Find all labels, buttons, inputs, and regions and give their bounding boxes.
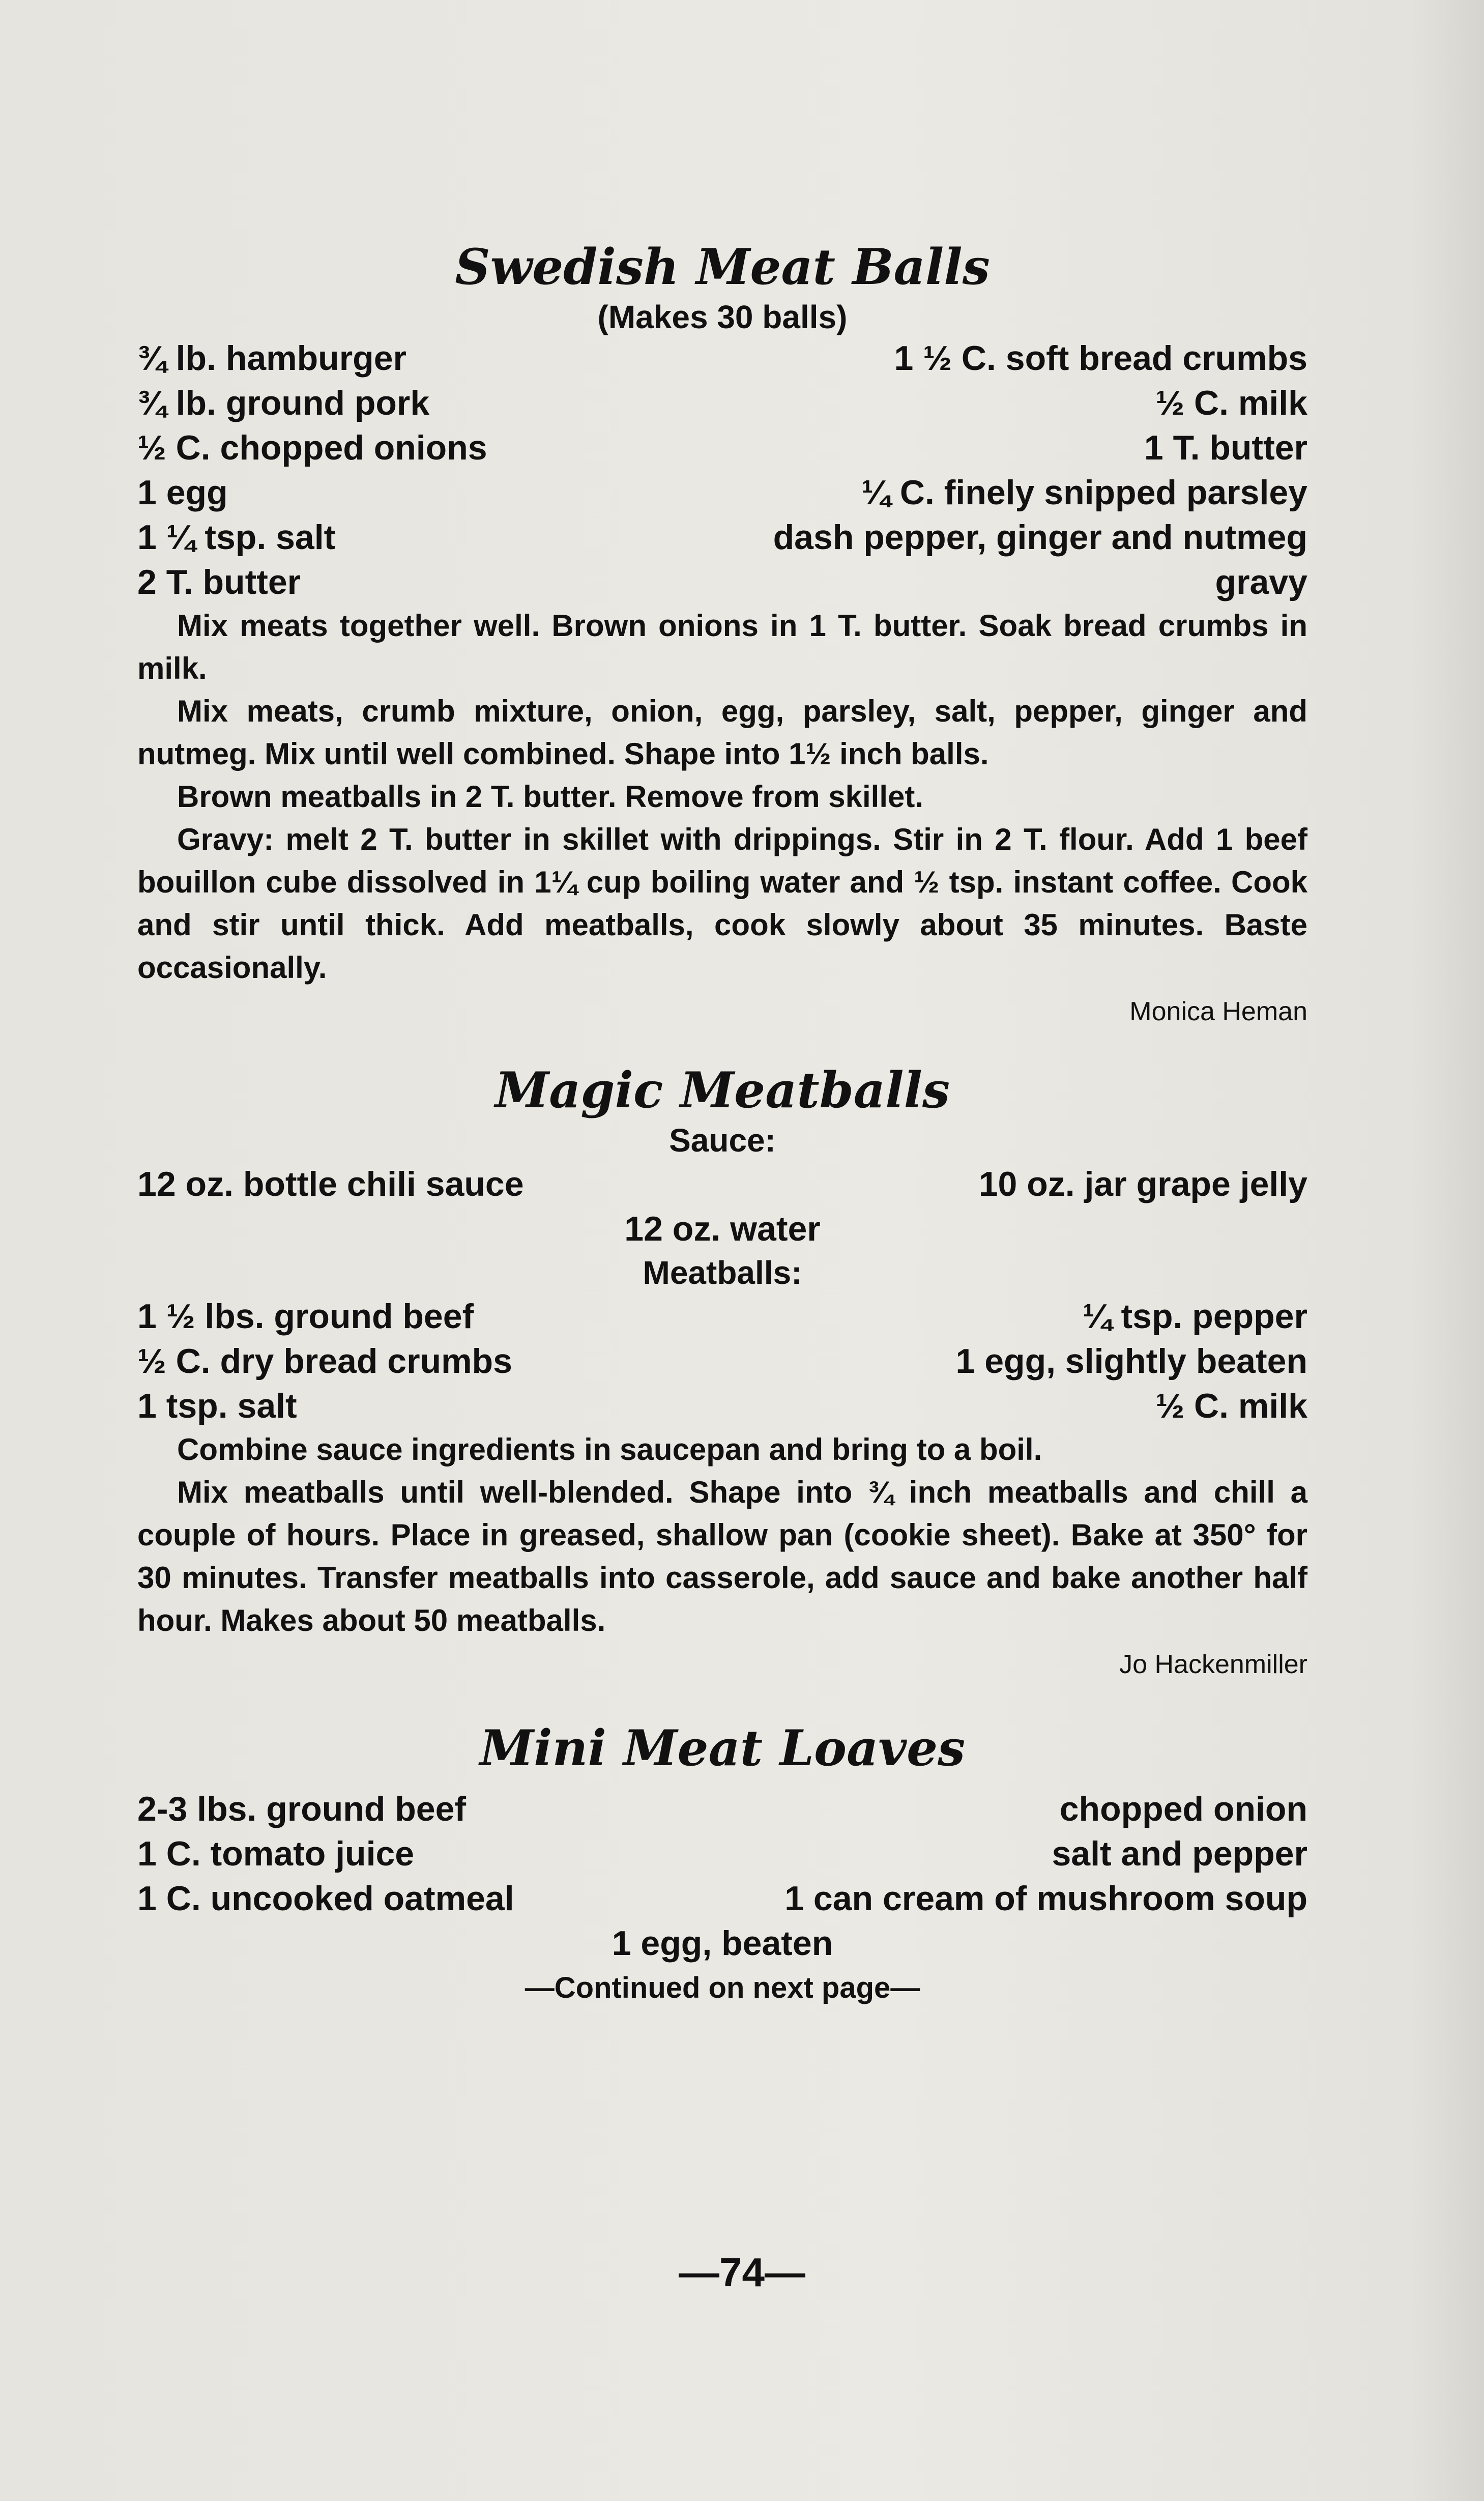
ingredient-row bbox=[137, 1339, 1307, 1384]
ingredient-row bbox=[137, 515, 1307, 560]
ingredient-left: ¾ lb. hamburger bbox=[137, 339, 406, 378]
recipe-yield: (Makes 30 balls) bbox=[597, 299, 848, 336]
ingredient-left: 1 ¼ tsp. salt bbox=[137, 518, 336, 557]
ingredient-center: 1 egg, beaten bbox=[612, 1924, 833, 1963]
ingredient-right: salt and pepper bbox=[1052, 1834, 1307, 1874]
recipe-title: Swedish Meat Balls bbox=[455, 238, 990, 296]
ingredient-left: 1 egg bbox=[137, 473, 228, 512]
recipe-author: Jo Hackenmiller bbox=[1119, 1649, 1307, 1679]
ingredient-row bbox=[137, 336, 1307, 381]
ingredient-list bbox=[137, 336, 1307, 605]
meatballs-heading: Meatballs: bbox=[643, 1254, 802, 1291]
direction-paragraph: Mix meatballs until well-blended. Shape into ¾ inch meatballs and chill a couple of hours. Place in greased, shallow pan (cookie sheet). Bake at 350° for 30 minutes. Transfer meatballs into casserole, add sauce and bake another half hour. Makes about 50 meatballs. bbox=[137, 1475, 1307, 1637]
ingredient-right: 1 egg, slightly beaten bbox=[955, 1341, 1307, 1381]
directions bbox=[137, 1428, 1307, 1642]
ingredient-left: 1 tsp. salt bbox=[137, 1386, 297, 1425]
ingredient-row bbox=[137, 1294, 1307, 1339]
ingredient-left: 2 T. butter bbox=[137, 563, 301, 602]
ingredient-row bbox=[137, 1384, 1307, 1428]
page-number: —74— bbox=[679, 2250, 805, 2295]
ingredient-left: 12 oz. bottle chili sauce bbox=[137, 1164, 524, 1203]
continued-note: —Continued on next page— bbox=[525, 1971, 920, 2005]
recipe-magic-meatballs bbox=[137, 1062, 1307, 1684]
ingredient-right: ¼ C. finely snipped parsley bbox=[861, 473, 1307, 512]
ingredient-center: 12 oz. water bbox=[624, 1209, 821, 1248]
ingredient-row bbox=[137, 1787, 1307, 1831]
direction-paragraph: Gravy: melt 2 T. butter in skillet with drippings. Stir in 2 T. flour. Add 1 beef bouillon cube dissolved in 1¼ cup boiling water and ½ tsp. instant coffee. Cook and stir until thick. Add meatballs, cook slowly about 35 minutes. Baste occasionally. bbox=[137, 822, 1307, 985]
ingredient-right: gravy bbox=[1215, 563, 1307, 602]
ingredient-right: chopped onion bbox=[1059, 1790, 1307, 1829]
ingredient-row bbox=[137, 1162, 1307, 1206]
ingredient-row bbox=[137, 560, 1307, 605]
ingredient-left: 1 C. uncooked oatmeal bbox=[137, 1879, 514, 1918]
recipe-author: Monica Heman bbox=[1129, 997, 1307, 1027]
ingredient-left: 1 ½ lbs. ground beef bbox=[137, 1297, 474, 1336]
ingredient-right: 1 ½ C. soft bread crumbs bbox=[894, 339, 1307, 378]
sauce-heading: Sauce: bbox=[669, 1122, 776, 1159]
ingredient-row bbox=[137, 470, 1307, 515]
recipe-swedish-meat-balls bbox=[137, 239, 1307, 1032]
direction-paragraph: Brown meatballs in 2 T. butter. Remove from skillet. bbox=[177, 780, 924, 814]
ingredient-right: ½ C. milk bbox=[1155, 384, 1307, 423]
ingredient-left: ¾ lb. ground pork bbox=[137, 384, 430, 423]
direction-paragraph: Mix meats, crumb mixture, onion, egg, parsley, salt, pepper, ginger and nutmeg. Mix until well combined. Shape into 1½ inch balls. bbox=[137, 694, 1307, 771]
ingredient-right: dash pepper, ginger and nutmeg bbox=[773, 518, 1307, 557]
ingredient-right: ½ C. milk bbox=[1155, 1386, 1307, 1425]
direction-paragraph: Mix meats together well. Brown onions in 1 T. butter. Soak bread crumbs in milk. bbox=[137, 609, 1307, 686]
recipe-title: Magic Meatballs bbox=[494, 1061, 950, 1119]
page-content bbox=[137, 239, 1307, 2005]
ingredient-row bbox=[137, 1831, 1307, 1876]
ingredient-row bbox=[137, 381, 1307, 425]
ingredient-left: 1 C. tomato juice bbox=[137, 1834, 415, 1874]
ingredient-right: 1 can cream of mushroom soup bbox=[784, 1879, 1307, 1918]
ingredient-row bbox=[137, 425, 1307, 470]
ingredient-right: ¼ tsp. pepper bbox=[1082, 1297, 1307, 1336]
directions bbox=[137, 605, 1307, 989]
direction-paragraph: Combine sauce ingredients in saucepan and bring to a boil. bbox=[177, 1432, 1042, 1467]
recipe-mini-meat-loaves bbox=[137, 1720, 1307, 2005]
ingredient-left: ½ C. dry bread crumbs bbox=[137, 1341, 512, 1381]
recipe-title: Mini Meat Loaves bbox=[479, 1719, 966, 1777]
ingredient-left: ½ C. chopped onions bbox=[137, 428, 487, 468]
ingredient-row bbox=[137, 1876, 1307, 1921]
ingredient-right: 1 T. butter bbox=[1144, 428, 1307, 468]
ingredient-left: 2-3 lbs. ground beef bbox=[137, 1790, 467, 1829]
ingredient-right: 10 oz. jar grape jelly bbox=[978, 1164, 1307, 1203]
